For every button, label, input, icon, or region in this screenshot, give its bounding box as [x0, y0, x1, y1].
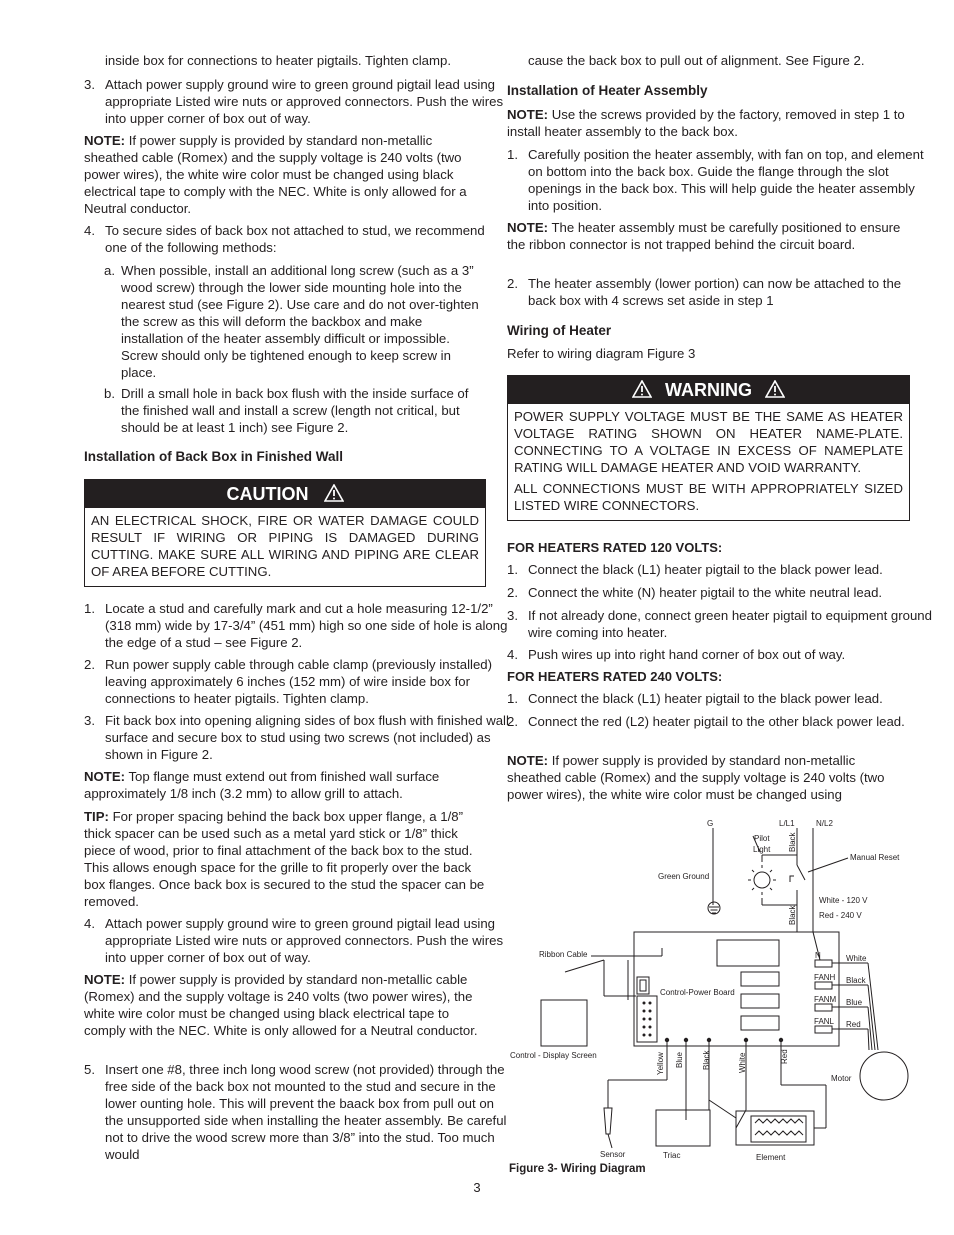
list-item: 4. Push wires up into right hand corner of box out of way. [507, 647, 846, 662]
paragraph: cause the back box to pull out of alignment. See Figure 2. [528, 53, 865, 68]
label-white: White [846, 954, 867, 963]
list-item: 5. Insert one #8, three inch long wood screw (not provided) through the free side of the back box not mounted to the stud and secure in the lower ounting hole. This will prevent the baack box from pull out on the unsupported side when installing the heater assembly. Be careful not to drive the wood screw more than 3/8” into the stud. Too much would [84, 1062, 507, 1162]
label-fanh: FANH [814, 973, 836, 982]
label-fanm: FANM [814, 995, 837, 1004]
label-ribbon-cable: Ribbon Cable [539, 950, 588, 959]
note: NOTE: If power supply is provided by standard non-metallic cable (Romex) and the supply voltage is 240 volts (two power wires), the white wire color must be changed using black electrical tape to comply with the NEC. White is only allowed for a Neutral conductor. [84, 972, 478, 1038]
page-number: 3 [473, 1180, 481, 1195]
warning-text: POWER SUPPLY VOLTAGE MUST BE THE SAME AS HEATER VOLTAGE RATING SHOWN ON HEATER NAME-PLATE. CONNECTING TO A VOLTAGE IN EXCESS OF NAMEPLATE RATING WILL DAMAGE HEATER AND VOID WARRANTY. [514, 409, 903, 475]
section-heading: FOR HEATERS RATED 120 VOLTS: [507, 540, 723, 555]
label-l1: L/L1 [779, 819, 795, 828]
note: NOTE: If power supply is provided by standard non-metallic sheathed cable (Romex) and the supply voltage is 240 volts (two power wires), the white wire color must be changed using [507, 753, 885, 802]
figure-caption: Figure 3- Wiring Diagram [509, 1163, 646, 1175]
label-element: Element [756, 1153, 786, 1162]
caution-title-bar: CAUTION [85, 480, 485, 508]
warning-triangle-icon [765, 380, 785, 398]
label-black-mid: Black [788, 905, 797, 925]
label-light: Light [753, 845, 771, 854]
label-motor: Motor [831, 1074, 852, 1083]
label-black: Black [846, 976, 866, 985]
list-item: 2. Connect the red (L2) heater pigtail to the other black power lead. [507, 714, 905, 729]
label-control-display: Control - Display Screen [510, 1051, 597, 1060]
wiring-diagram [505, 812, 915, 1180]
section-heading: Installation of Back Box in Finished Wall [84, 449, 344, 464]
label-white-wire: White [738, 1052, 747, 1073]
label-n: N [815, 951, 821, 960]
label-red-240: Red - 240 V [819, 911, 862, 920]
list-item: 1. Locate a stud and carefully mark and cut a hole measuring 12-1/2” (318 mm) wide by 17-3/4” (451 mm) high so one side of hole is along the edge of a stud – see Figure 2. [84, 601, 508, 650]
section-heading: Installation of Heater Assembly [507, 83, 708, 98]
label-sensor: Sensor [600, 1150, 626, 1159]
label-triac: Triac [663, 1151, 681, 1160]
label-white-120: White - 120 V [819, 896, 868, 905]
sub-list-item: b. Drill a small hole in back box flush with the inside surface of the finished wall and install a screw (length not critical, but should be at least 1 inch) see Figure 2. [104, 386, 469, 435]
label-fanl: FANL [814, 1017, 835, 1026]
list-item: 2. Run power supply cable through cable clamp (previously installed) leaving approximately 6 inches (152 mm) of wire inside box for connections to heater pigtails. Tighten clamp. [84, 657, 493, 706]
warning-title-bar: WARNING [508, 376, 909, 404]
paragraph: inside box for connections to heater pigtails. Tighten clamp. [105, 53, 452, 68]
warning-triangle-icon [324, 484, 344, 502]
list-item: 3. Attach power supply ground wire to green ground pigtail lead using appropriate Listed wire nuts or approved connectors. Push the wires into upper corner of box out of way. [84, 77, 504, 126]
list-item: 1. Carefully position the heater assembly, with fan on top, and element on bottom into the back box. Guide the flange through the slot openings in the back box. This will help guide the heater assembly into position. [507, 147, 924, 213]
label-green-ground: Green Ground [658, 872, 710, 881]
label-g: G [707, 819, 714, 828]
list-item: 3. If not already done, connect green heater pigtail to equipment ground wire coming into heater. [507, 608, 932, 640]
note: NOTE: Use the screws provided by the factory, removed in step 1 to install heater assembly to the back box. [507, 107, 905, 139]
label-red-wire: Red [780, 1049, 789, 1064]
warning-text: ALL CONNECTIONS MUST BE WITH APPROPRIATELY SIZED LISTED WIRE CONNECTORS. [514, 481, 903, 513]
note: NOTE: Top flange must extend out from finished wall surface approximately 1/8 inch (3.2 mm) to allow grill to attach. [84, 769, 440, 801]
list-item: 1. Connect the black (L1) heater pigtail to the black power lead. [507, 562, 883, 577]
label-pilot: Pilot [754, 834, 770, 843]
warning-triangle-icon [632, 380, 652, 398]
label-blue-wire: Blue [675, 1051, 684, 1068]
paragraph: Refer to wiring diagram Figure 3 [507, 346, 696, 361]
label-black-wire: Black [702, 1050, 711, 1070]
label-manual-reset: Manual Reset [850, 853, 900, 862]
label-control-power-board: Control-Power Board [660, 988, 735, 997]
label-red: Red [846, 1020, 861, 1029]
label-yellow-wire: Yellow [656, 1052, 665, 1075]
label-black-top: Black [788, 832, 797, 852]
label-n-l2: N/L2 [816, 819, 833, 828]
list-item: 3. Fit back box into opening aligning sides of box flush with finished wall surface and secure box to stud using two screws (not included) as shown in Figure 2. [84, 713, 509, 762]
note: NOTE: The heater assembly must be carefully positioned to ensure the ribbon connector is not trapped behind the circuit board. [507, 220, 901, 252]
note: NOTE: If power supply is provided by standard non-metallic sheathed cable (Romex) and the supply voltage is 240 volts (two power wires), the white wire color must be changed using black electrical tape to comply with the NEC. White is only allowed for a Neutral conductor. [84, 133, 467, 216]
label-blue: Blue [846, 998, 863, 1007]
list-item: 2. The heater assembly (lower portion) can now be attached to the back box with 4 screws set aside in step 1 [507, 276, 902, 308]
list-item: 4. To secure sides of back box not attached to stud, we recommend one of the following methods: [84, 223, 485, 255]
list-item: 1. Connect the black (L1) heater pigtail to the black power lead. [507, 691, 883, 706]
caution-box [84, 479, 486, 587]
caution-text: AN ELECTRICAL SHOCK, FIRE OR WATER DAMAGE COULD RESULT IF WIRING OR PIPING IS DAMAGED DURING CUTTING. MAKE SURE ALL WIRING AND PIPING ARE CLEAR OF AREA BEFORE CUTTING. [91, 513, 479, 579]
section-heading: Wiring of Heater [507, 323, 612, 338]
warning-box [507, 375, 910, 521]
section-heading: FOR HEATERS RATED 240 VOLTS: [507, 669, 723, 684]
list-item: 4. Attach power supply ground wire to green ground pigtail lead using appropriate Listed wire nuts or approved connectors. Push the wires into upper corner of box out of way. [84, 916, 504, 965]
tip: TIP: For proper spacing behind the back box upper flange, a 1/8” thick spacer can be used such as a metal yard stick or 1/8” thick piece of wood, prior to final attachment of the back box to the stud. This allows enough space for the grille to fit properly over the back box flanges. Once back box is secured to the stud the spacer can be removed. [84, 809, 485, 909]
list-item: 2. Connect the white (N) heater pigtail to the white neutral lead. [507, 585, 883, 600]
sub-list-item: a. When possible, install an additional long screw (such as a 3” wood screw) through the lower side mounting hole into the nearest stud (see Figure 2). Use care and do not over-tighten the screw as this will deform the backbox and make installation of the heater assembly difficult or impossible. Screw should only be tightened enough to keep screw in place. [104, 263, 479, 380]
